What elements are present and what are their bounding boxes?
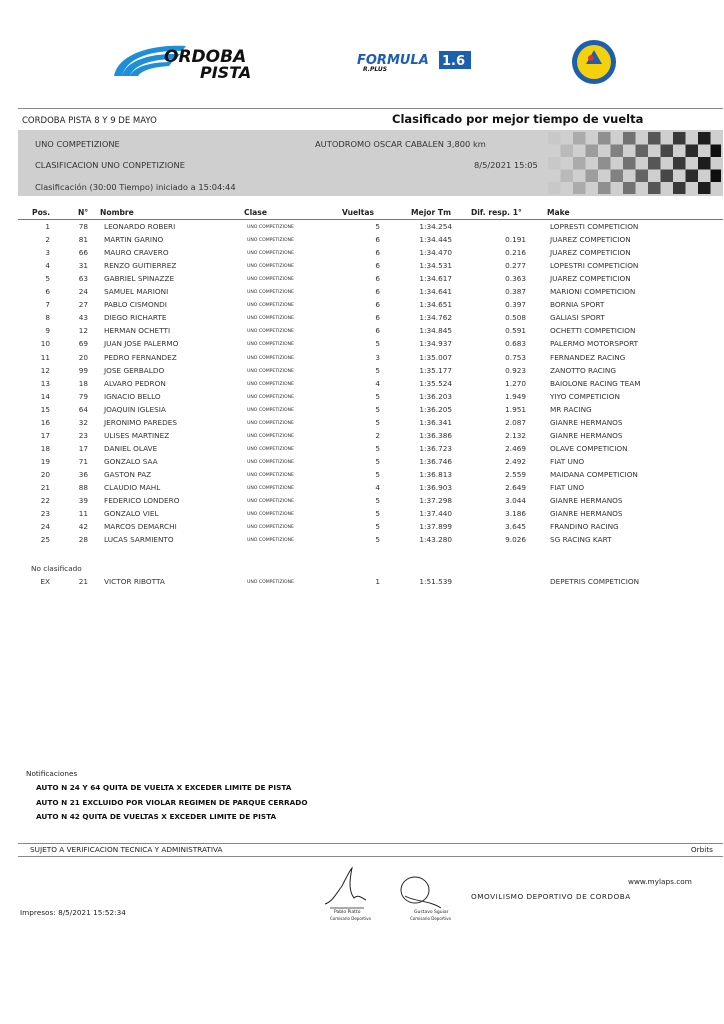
cell-pos: 14 (40, 391, 50, 401)
table-row (0, 431, 724, 444)
cell-diff: 0.216 (505, 248, 526, 258)
cell-best: 1:34.651 (419, 300, 452, 310)
cell-class: UNO COMPETIZIONE (247, 277, 294, 283)
cell-name: GABRIEL SPINAZZE (104, 274, 175, 284)
table-row (0, 522, 724, 535)
col-class-header: Clase (244, 208, 267, 217)
table-row (0, 577, 724, 590)
cell-make: OCHETTI COMPETICION (550, 326, 636, 336)
cell-best: 1:34.762 (419, 313, 452, 323)
table-row (0, 248, 724, 261)
cell-diff: 3.044 (505, 496, 526, 506)
cell-name: JOAQUIN IGLESIA (104, 404, 166, 414)
cell-laps: 5 (375, 496, 380, 506)
cell-diff: 1.270 (505, 378, 526, 388)
cell-make: YIYO COMPETICION (550, 391, 620, 401)
cell-name: LEONARDO ROBERI (104, 222, 176, 231)
cell-laps: 6 (375, 261, 380, 271)
formula-logo-text: FORMULA (357, 53, 429, 68)
cell-num: 18 (78, 378, 88, 388)
table-row (0, 483, 724, 496)
cell-laps: 2 (375, 430, 380, 440)
cell-laps: 5 (375, 417, 380, 427)
cell-pos: 10 (40, 339, 50, 349)
session-info: Clasificación (30:00 Tiempo) iniciado a 15:04:44 (35, 182, 236, 192)
cell-make: PALERMO MOTORSPORT (550, 339, 639, 349)
cell-name: MAURO CRAVERO (104, 248, 169, 258)
col-diff-header: Dif. resp. 1° (471, 208, 522, 217)
cell-name: ALVARO PEDRON (104, 378, 166, 388)
cell-diff: 1.949 (505, 391, 526, 401)
cell-num: 32 (78, 417, 88, 427)
cell-laps: 6 (375, 248, 380, 258)
cell-make: LOPESTRI COMPETICION (550, 261, 639, 271)
cell-class: UNO COMPETIZIONE (247, 368, 294, 374)
cell-class: UNO COMPETIZIONE (247, 342, 294, 348)
cell-best: 1:34.641 (419, 287, 452, 297)
cordoba-pista-logo (112, 42, 260, 82)
cell-best: 1:34.254 (419, 222, 452, 231)
cell-class: UNO COMPETIZIONE (247, 251, 294, 257)
cell-pos: 22 (40, 496, 50, 506)
cell-best: 1:51.539 (419, 577, 452, 586)
cell-name: RENZO GUITIERREZ (104, 261, 177, 271)
category-label: UNO COMPETIZIONE (35, 139, 120, 149)
organizer-name: OMOVILISMO DEPORTIVO DE CORDOBA (471, 892, 631, 901)
cell-num: 20 (78, 352, 88, 362)
table-row (0, 222, 724, 235)
cell-best: 1:35.177 (419, 365, 452, 375)
table-row (0, 326, 724, 339)
notification-item: AUTO N 21 EXCLUIDO POR VIOLAR REGIMEN DE PARQUE CERRADO (36, 798, 308, 807)
cell-num: 23 (78, 430, 88, 440)
cell-num: 24 (78, 287, 88, 297)
cell-pos: 23 (40, 509, 50, 519)
cell-best: 1:36.203 (419, 391, 452, 401)
cell-class: UNO COMPETIZIONE (247, 486, 294, 491)
cell-name: PEDRO FERNANDEZ (104, 352, 177, 362)
cell-class: UNO COMPETIZIONE (247, 512, 294, 518)
cell-num: 79 (78, 391, 88, 401)
cell-name: DANIEL OLAVE (104, 443, 158, 453)
cell-make: MR RACING (550, 404, 592, 414)
table-row (0, 274, 724, 287)
cell-diff: 0.387 (505, 287, 526, 297)
event-title: CORDOBA PISTA 8 Y 9 DE MAYO (22, 116, 157, 126)
cell-laps: 5 (375, 456, 380, 466)
footer-brand: Orbits (690, 845, 713, 854)
table-row (0, 457, 724, 470)
table-row (0, 535, 724, 548)
cell-laps: 5 (375, 222, 380, 231)
cell-diff: 2.132 (505, 430, 526, 440)
cell-diff: 0.591 (505, 326, 526, 336)
cell-best: 1:36.903 (419, 483, 452, 492)
cell-num: 78 (78, 222, 88, 231)
cell-laps: 5 (375, 469, 380, 479)
cell-name: FEDERICO LONDERO (104, 496, 180, 506)
col-laps-header: Vueltas (342, 208, 375, 217)
cell-pos: 20 (40, 469, 50, 479)
cell-num: 39 (78, 496, 88, 506)
cell-class: UNO COMPETIZIONE (247, 355, 294, 361)
cell-num: 66 (78, 248, 88, 258)
cell-laps: 6 (375, 274, 380, 284)
cell-make: OLAVE COMPETICION (550, 443, 628, 453)
table-row (0, 313, 724, 326)
footer-bar (18, 843, 723, 857)
cell-pos: 25 (40, 535, 50, 545)
cell-pos: 11 (40, 352, 50, 362)
cell-num: 31 (78, 261, 88, 271)
cell-num: 17 (78, 443, 88, 453)
cell-diff: 0.753 (505, 352, 526, 362)
cell-pos: 18 (40, 443, 50, 453)
cell-class: UNO COMPETIZIONE (247, 538, 294, 544)
cell-make: LOPRESTI COMPETICION (550, 222, 639, 231)
cell-name: PABLO CISMONDI (104, 300, 167, 310)
cell-diff: 9.026 (505, 535, 526, 545)
cell-pos: 21 (40, 483, 50, 492)
footer-subject: SUJETO A VERIFICACION TECNICA Y ADMINISTRATIVA (30, 845, 223, 854)
cell-class: UNO COMPETIZIONE (247, 499, 294, 505)
cell-class: UNO COMPETIZIONE (247, 329, 294, 335)
cell-class: UNO COMPETIZIONE (247, 446, 294, 452)
cell-best: 1:37.440 (419, 509, 452, 519)
table-row (0, 261, 724, 274)
cell-pos: 15 (40, 404, 50, 414)
cell-pos: 7 (45, 300, 50, 310)
cell-pos: 6 (45, 287, 50, 297)
cell-make: GIANRE HERMANOS (550, 430, 623, 440)
cell-num: 64 (78, 404, 88, 414)
cell-class: UNO COMPETIZIONE (247, 433, 294, 439)
cell-pos: 3 (45, 248, 50, 258)
notification-item: AUTO N 24 Y 64 QUITA DE VUELTA X EXCEDER LIMITE DE PISTA (36, 783, 292, 792)
cell-best: 1:36.205 (419, 404, 452, 414)
cell-pos: 19 (40, 456, 50, 466)
cell-laps: 5 (375, 535, 380, 545)
cell-pos: 4 (45, 261, 50, 271)
cell-pos: 17 (40, 430, 50, 440)
cell-diff: 1.951 (505, 404, 526, 414)
cell-num: 81 (78, 235, 88, 245)
cell-make: FERNANDEZ RACING (550, 352, 626, 362)
cell-make: GIANRE HERMANOS (550, 509, 623, 519)
cell-laps: 1 (375, 577, 380, 586)
cell-pos: 8 (45, 313, 50, 323)
cell-laps: 5 (375, 404, 380, 414)
table-row (0, 366, 724, 379)
cell-make: JUAREZ COMPETICION (550, 274, 631, 284)
cell-make: JUAREZ COMPETICION (550, 235, 631, 245)
cell-diff: 0.397 (505, 300, 526, 310)
cell-best: 1:34.617 (419, 274, 452, 284)
cell-class: UNO COMPETIZIONE (247, 420, 294, 426)
signature-2-name: Gustavo Sguiar (414, 910, 449, 915)
cell-diff: 0.277 (505, 261, 526, 271)
cell-diff: 0.191 (505, 235, 526, 245)
formula-logo-number: 1.6 (442, 54, 466, 69)
cell-best: 1:34.531 (419, 261, 452, 271)
table-header-rule (18, 219, 723, 220)
automovil-club-logo (569, 38, 619, 86)
cell-diff: 0.923 (505, 365, 526, 375)
cell-class: UNO COMPETIZIONE (247, 459, 294, 465)
cell-class: UNO COMPETIZIONE (247, 580, 294, 585)
cell-class: UNO COMPETIZIONE (247, 472, 294, 478)
cell-make: GIANRE HERMANOS (550, 417, 623, 427)
cell-best: 1:36.723 (419, 443, 452, 453)
cell-num: 27 (78, 300, 88, 310)
table-row (0, 379, 724, 392)
header-top-rule (18, 108, 723, 109)
cell-name: HERMAN OCHETTI (104, 326, 171, 336)
cell-laps: 6 (375, 313, 380, 323)
cell-name: DIEGO RICHARTE (104, 313, 167, 323)
table-row (0, 496, 724, 509)
notifications-label: Notificaciones (26, 769, 78, 778)
cell-class: UNO COMPETIZIONE (247, 316, 294, 322)
cell-laps: 3 (375, 352, 380, 362)
cell-best: 1:36.341 (419, 417, 452, 427)
cell-diff: 0.363 (505, 274, 526, 284)
cell-num: 63 (78, 274, 88, 284)
cell-name: CLAUDIO MAHL (104, 483, 161, 492)
cell-pos: 5 (45, 274, 50, 284)
cell-make: ZANOTTO RACING (550, 365, 617, 375)
cell-num: 88 (78, 483, 88, 492)
cell-pos: 13 (40, 378, 50, 388)
cell-make: BAIOLONE RACING TEAM (550, 378, 641, 388)
col-make-header: Make (547, 208, 570, 217)
cell-laps: 5 (375, 522, 380, 532)
cell-make: BORNIA SPORT (550, 300, 605, 310)
cell-pos: 12 (40, 365, 50, 375)
col-num-header: N° (78, 208, 89, 217)
report-title: Clasificado por mejor tiempo de vuelta (392, 112, 644, 126)
signature-1-role: Comisario Deportivo (330, 916, 371, 921)
cell-laps: 4 (375, 378, 380, 388)
signature-1 (320, 864, 370, 910)
table-row (0, 287, 724, 300)
cell-class: UNO COMPETIZIONE (247, 303, 294, 309)
track-label: AUTODROMO OSCAR CABALEN 3,800 km (315, 139, 486, 149)
signature-2-role: Comisario Deportivo (410, 916, 451, 921)
col-pos-header: Pos. (32, 208, 51, 217)
cell-make: FIAT UNO (550, 456, 585, 466)
cell-pos: 9 (45, 326, 50, 336)
session-name: CLASIFICACION UNO CONPETIZIONE (35, 160, 186, 170)
cell-best: 1:36.813 (419, 469, 452, 479)
cell-best: 1:35.524 (419, 378, 452, 388)
cell-diff: 2.469 (505, 443, 526, 453)
cell-num: 21 (78, 577, 88, 586)
cell-best: 1:34.445 (419, 235, 452, 245)
cell-make: DEPETRIS COMPETICION (550, 577, 640, 586)
table-row (0, 509, 724, 522)
cell-class: UNO COMPETIZIONE (247, 290, 294, 296)
cell-class: UNO COMPETIZIONE (247, 394, 294, 400)
not-classified-label: No clasificado (31, 564, 82, 573)
table-row (0, 444, 724, 457)
cell-name: GONZALO SAA (104, 456, 158, 466)
cell-name: GASTON PAZ (104, 469, 152, 479)
cell-best: 1:34.937 (419, 339, 452, 349)
cell-diff: 0.508 (505, 313, 526, 323)
cell-best: 1:35.007 (419, 352, 452, 362)
col-name-header: Nombre (100, 208, 134, 217)
table-row (0, 470, 724, 483)
cell-laps: 6 (375, 287, 380, 297)
cell-pos: EX (40, 577, 50, 586)
cell-name: SAMUEL MARIONI (104, 287, 169, 297)
table-row (0, 300, 724, 313)
cell-diff: 2.559 (505, 469, 526, 479)
cell-laps: 5 (375, 365, 380, 375)
cell-class: UNO COMPETIZIONE (247, 238, 294, 244)
cell-name: LUCAS SARMIENTO (104, 535, 174, 545)
cell-num: 28 (78, 535, 88, 545)
cell-make: MARIONI COMPETICION (550, 287, 636, 297)
checkered-flag-graphic (548, 132, 721, 194)
signature-2 (395, 872, 447, 912)
cell-make: GIANRE HERMANOS (550, 496, 623, 506)
cell-class: UNO COMPETIZIONE (247, 407, 294, 413)
cell-laps: 5 (375, 339, 380, 349)
cell-class: UNO COMPETIZIONE (247, 381, 294, 387)
cell-make: FIAT UNO (550, 483, 585, 492)
cell-pos: 16 (40, 417, 50, 427)
formula-1-6-logo (355, 50, 473, 72)
cell-num: 71 (78, 456, 88, 466)
cell-diff: 0.683 (505, 339, 526, 349)
cell-laps: 4 (375, 483, 380, 492)
cell-best: 1:34.470 (419, 248, 452, 258)
table-row (0, 339, 724, 352)
cell-name: GONZALO VIEL (104, 509, 159, 519)
cell-pos: 24 (40, 522, 50, 532)
cell-diff: 2.492 (505, 456, 526, 466)
cell-diff: 3.645 (505, 522, 526, 532)
cordoba-logo-line1: ORDOBA (164, 47, 247, 67)
table-row (0, 418, 724, 431)
formula-logo-sub: R.PLUS (363, 66, 388, 72)
cell-laps: 5 (375, 443, 380, 453)
cell-name: ULISES MARTINEZ (104, 430, 170, 440)
cell-pos: 1 (45, 222, 50, 231)
cell-diff: 3.186 (505, 509, 526, 519)
cell-num: 69 (78, 339, 88, 349)
cell-best: 1:36.386 (419, 430, 452, 440)
cell-name: MARCOS DEMARCHI (104, 522, 177, 532)
cell-class: UNO COMPETIZIONE (247, 264, 294, 270)
table-row (0, 405, 724, 418)
printed-timestamp: Impresos: 8/5/2021 15:52:34 (20, 908, 126, 917)
cell-class: UNO COMPETIZIONE (247, 525, 294, 531)
session-datetime: 8/5/2021 15:05 (474, 160, 538, 170)
col-best-header: Mejor Tm (411, 208, 452, 217)
table-row (0, 353, 724, 366)
cell-laps: 6 (375, 235, 380, 245)
cell-num: 43 (78, 313, 88, 323)
table-row (0, 392, 724, 405)
cell-name: JUAN JOSE PALERMO (104, 339, 179, 349)
cell-num: 12 (78, 326, 88, 336)
cell-best: 1:36.746 (419, 456, 452, 466)
cell-laps: 6 (375, 300, 380, 310)
cell-laps: 6 (375, 326, 380, 336)
cell-name: JOSE GERBALDO (104, 365, 165, 375)
website-link[interactable]: www.mylaps.com (628, 877, 692, 886)
cell-num: 99 (78, 365, 88, 375)
table-row (0, 235, 724, 248)
cell-best: 1:37.899 (419, 522, 452, 532)
cell-best: 1:34.845 (419, 326, 452, 336)
cell-name: JERONIMO PAREDES (104, 417, 178, 427)
cell-make: JUAREZ COMPETICION (550, 248, 631, 258)
cell-make: MAIDANA COMPETICION (550, 469, 638, 479)
cell-num: 36 (78, 469, 88, 479)
cell-num: 42 (78, 522, 88, 532)
cell-make: SG RACING KART (550, 535, 612, 545)
cell-name: IGNACIO BELLO (104, 391, 161, 401)
cell-diff: 2.649 (505, 483, 526, 492)
signature-1-name: Pablo Piatto (334, 910, 361, 915)
cell-best: 1:37.298 (419, 496, 452, 506)
cell-pos: 2 (45, 235, 50, 245)
cell-make: FRANDINO RACING (550, 522, 619, 532)
cell-make: GALIASI SPORT (550, 313, 605, 323)
cell-diff: 2.087 (505, 417, 526, 427)
cell-num: 11 (78, 509, 88, 519)
notification-item: AUTO N 42 QUITA DE VUELTAS X EXCEDER LIMITE DE PISTA (36, 812, 277, 821)
cell-name: VICTOR RIBOTTA (104, 577, 165, 586)
cell-name: MARTIN GARINO (104, 235, 164, 245)
cell-best: 1:43.280 (419, 535, 452, 545)
cell-class: UNO COMPETIZIONE (247, 225, 294, 230)
cordoba-logo-line2: PISTA (200, 63, 252, 82)
cell-laps: 5 (375, 391, 380, 401)
cell-laps: 5 (375, 509, 380, 519)
